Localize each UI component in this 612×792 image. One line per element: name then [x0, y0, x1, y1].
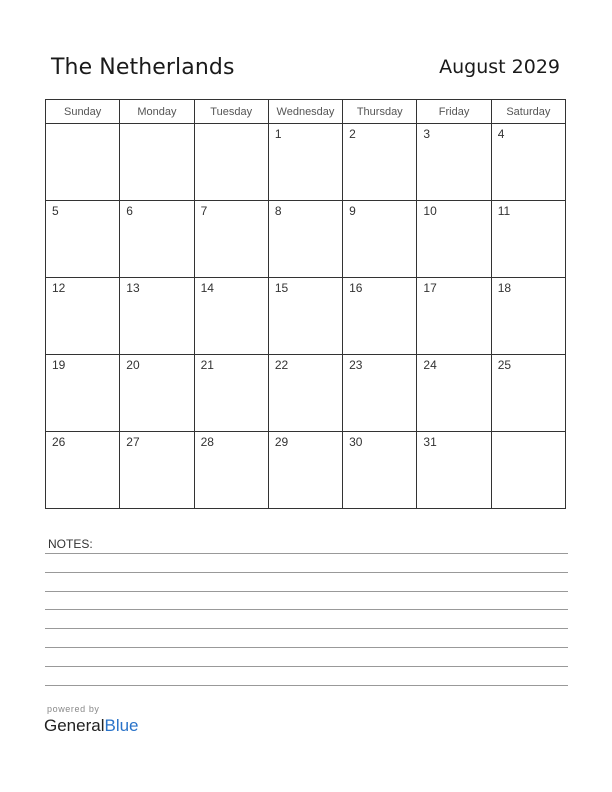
day-number: 4	[497, 127, 505, 141]
notes-line	[45, 666, 568, 667]
notes-line	[45, 685, 568, 686]
day-cell	[194, 278, 268, 355]
day-cell	[343, 201, 417, 278]
day-number	[492, 432, 565, 435]
day-number: 11	[497, 204, 511, 218]
day-cell	[491, 124, 565, 201]
day-number: 19	[52, 358, 66, 372]
day-number: 27	[126, 435, 140, 449]
day-number	[195, 124, 268, 127]
day-number: 14	[200, 281, 214, 295]
weekday-header: Friday	[417, 100, 491, 124]
day-number: 16	[349, 281, 363, 295]
day-number: 22	[274, 358, 289, 372]
week-row	[46, 278, 566, 355]
month-label: August 2029	[439, 56, 560, 78]
week-row	[46, 432, 566, 509]
day-cell	[46, 278, 120, 355]
day-cell	[46, 432, 120, 509]
day-number	[46, 124, 119, 127]
day-cell	[120, 278, 194, 355]
notes-line	[45, 609, 568, 610]
weekday-header: Thursday	[343, 100, 417, 124]
day-cell	[343, 355, 417, 432]
day-number	[120, 124, 193, 127]
day-number: 31	[423, 435, 437, 449]
day-cell	[491, 355, 565, 432]
weekday-header: Wednesday	[268, 100, 342, 124]
notes-line	[45, 553, 568, 554]
notes-line	[45, 628, 568, 629]
day-cell	[194, 432, 268, 509]
notes-line	[45, 647, 568, 648]
weekday-header: Saturday	[491, 100, 565, 124]
weekday-header-row	[46, 100, 566, 124]
day-number: 9	[349, 204, 356, 218]
generalblue-logo	[44, 716, 139, 736]
day-number: 13	[126, 281, 140, 295]
weekday-header: Monday	[120, 100, 194, 124]
day-number: 10	[423, 204, 437, 218]
day-cell	[120, 124, 194, 201]
day-number: 28	[200, 435, 214, 449]
day-cell	[46, 201, 120, 278]
weekday-header: Sunday	[46, 100, 120, 124]
day-number: 3	[423, 127, 431, 141]
day-number: 12	[52, 281, 66, 295]
day-number: 26	[52, 435, 66, 449]
day-cell	[120, 432, 194, 509]
day-number: 30	[349, 435, 363, 449]
day-cell	[194, 124, 268, 201]
day-cell	[46, 355, 120, 432]
day-cell	[268, 201, 342, 278]
day-cell	[417, 124, 491, 201]
day-cell	[120, 355, 194, 432]
day-number: 15	[274, 281, 289, 295]
day-cell	[268, 355, 342, 432]
day-cell	[268, 124, 342, 201]
week-row	[46, 201, 566, 278]
logo-general: General	[44, 716, 105, 735]
day-number: 17	[423, 281, 437, 295]
day-cell	[491, 201, 565, 278]
day-cell	[343, 432, 417, 509]
notes-label: NOTES:	[48, 537, 93, 551]
day-number: 20	[126, 358, 140, 372]
day-cell	[491, 278, 565, 355]
week-row	[46, 355, 566, 432]
day-cell	[268, 432, 342, 509]
day-cell	[194, 201, 268, 278]
day-number: 21	[200, 358, 214, 372]
day-cell	[268, 278, 342, 355]
day-cell	[120, 201, 194, 278]
day-number: 29	[274, 435, 289, 449]
day-cell	[491, 432, 565, 509]
day-number: 8	[274, 204, 282, 218]
day-number: 6	[126, 204, 133, 218]
day-number: 25	[497, 358, 512, 372]
day-number: 2	[349, 127, 356, 141]
week-row	[46, 124, 566, 201]
page-title: The Netherlands	[51, 55, 235, 80]
calendar-grid	[45, 99, 566, 509]
day-number: 5	[52, 204, 59, 218]
day-number: 18	[497, 281, 512, 295]
logo-blue: Blue	[104, 716, 139, 735]
notes-line	[45, 591, 568, 592]
notes-line	[45, 572, 568, 573]
day-number: 7	[200, 204, 208, 218]
day-number: 23	[349, 358, 363, 372]
day-cell	[343, 124, 417, 201]
day-cell	[417, 432, 491, 509]
weekday-header: Tuesday	[194, 100, 268, 124]
day-cell	[343, 278, 417, 355]
day-cell	[417, 355, 491, 432]
day-cell	[417, 278, 491, 355]
day-cell	[46, 124, 120, 201]
day-number: 24	[423, 358, 437, 372]
day-cell	[194, 355, 268, 432]
day-number: 1	[274, 127, 282, 141]
powered-by-text: powered by	[47, 704, 100, 714]
day-cell	[417, 201, 491, 278]
